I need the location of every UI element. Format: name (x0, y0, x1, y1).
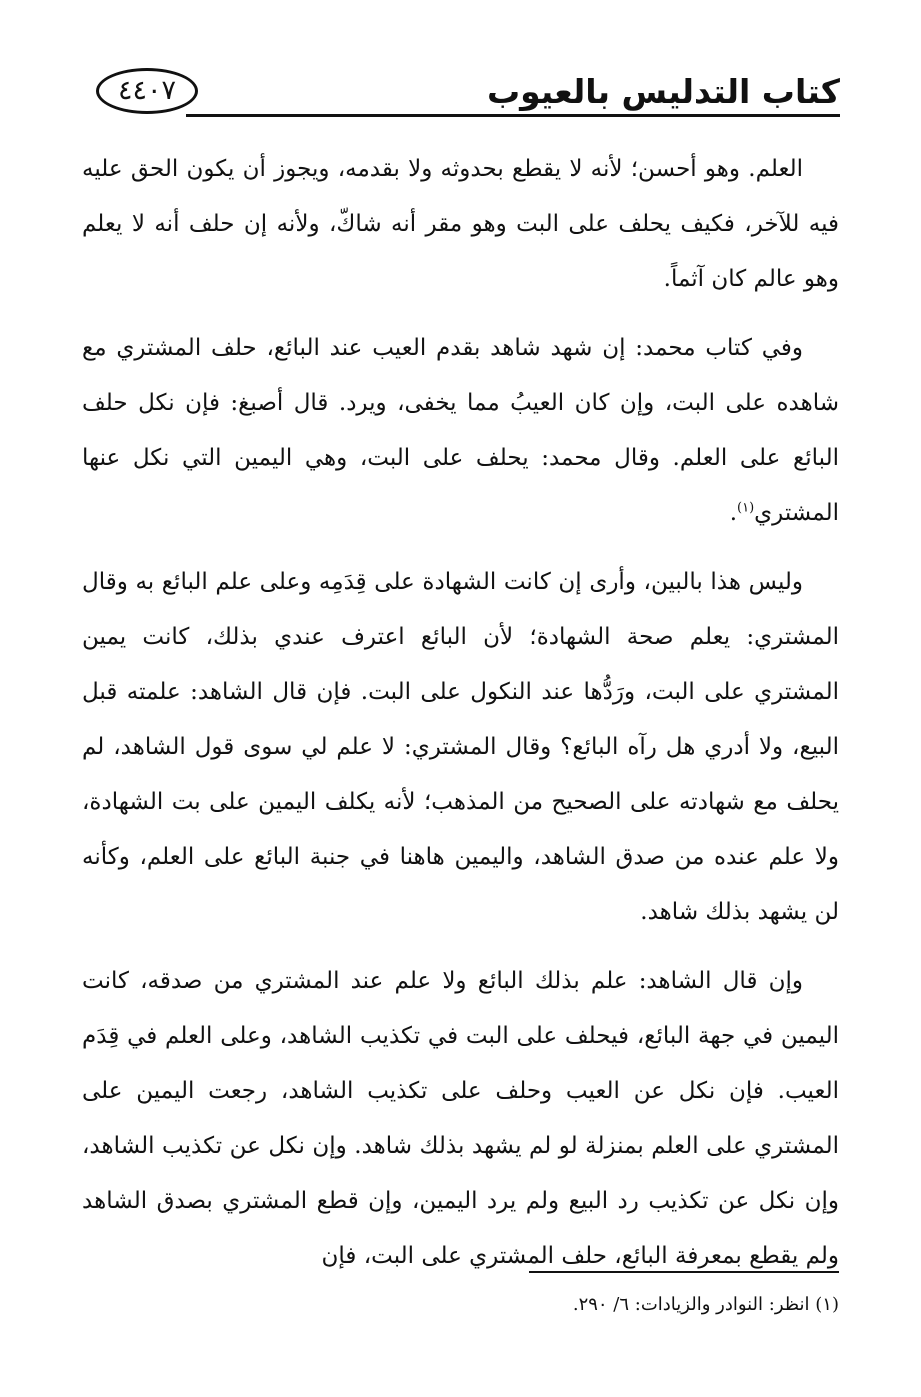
footnote-reference: (١) (737, 500, 755, 516)
paragraph-3: وليس هذا بالبين، وأرى إن كانت الشهادة على قِدَمِه وعلى علم البائع به وقال المشتري: يعلم صحة الشهادة؛ لأن البائع اعترف عندي بذلك، كانت يمين المشتري على البت، ورَدُّها عند النكول على البت. فإن قال الشاهد: علمته قبل البيع، ولا أدري هل رآه البائع؟ وقال المشتري: لا علم لي سوى قول الشاهد، لم يحلف مع شهادته على الصحيح من المذهب؛ لأنه يكلف اليمين على بت الشهادة، ولا علم عنده من صدق الشاهد، واليمين هاهنا في جنبة البائع على العلم، وكأنه لن يشهد بذلك شاهد. (82, 569, 839, 925)
main-text (82, 142, 839, 1298)
paragraph-2-text: وفي كتاب محمد: إن شهد شاهد بقدم العيب عند البائع، حلف المشتري مع شاهده على البت، وإن كان العيبُ مما يخفى، ويرد. قال أصبغ: فإن نكل حلف البائع على العلم. وقال محمد: يحلف على البت، وهي اليمين التي نكل عنها المشتري (82, 335, 839, 526)
footnote-divider (529, 1271, 839, 1273)
header-rule (186, 114, 840, 117)
paragraph-2 (82, 321, 839, 541)
paragraph-1: العلم. وهو أحسن؛ لأنه لا يقطع بحدوثه ولا بقدمه، ويجوز أن يكون الحق عليه فيه للآخر، فكيف يحلف على البت وهو مقر أنه شاكّ، ولأنه إن حلف أنه لا يعلم وهو عالم كان آثماً. (82, 156, 839, 292)
book-title: كتاب التدليس بالعيوب (486, 72, 840, 111)
page-header (90, 62, 840, 124)
page-number: ٤٤٠٧ (118, 75, 177, 106)
paragraph-2-end: . (729, 500, 737, 526)
footnote: (١) انظر: النوادر والزيادات: ٦/ ٢٩٠. (572, 1294, 839, 1315)
page-number-badge (96, 68, 198, 114)
paragraph-4: وإن قال الشاهد: علم بذلك البائع ولا علم عند المشتري من صدقه، كانت اليمين في جهة البائع، فيحلف على البت في تكذيب الشاهد، وعلى العلم في قِدَم العيب. فإن نكل عن العيب وحلف على تكذيب الشاهد، رجعت اليمين على المشتري على العلم بمنزلة لو لم يشهد بذلك شاهد. وإن نكل عن تكذيب الشاهد، وإن نكل عن تكذيب رد البيع ولم يرد اليمين، وإن قطع المشتري بصدق الشاهد ولم يقطع بمعرفة البائع، حلف المشتري على البت، فإن (82, 968, 839, 1269)
